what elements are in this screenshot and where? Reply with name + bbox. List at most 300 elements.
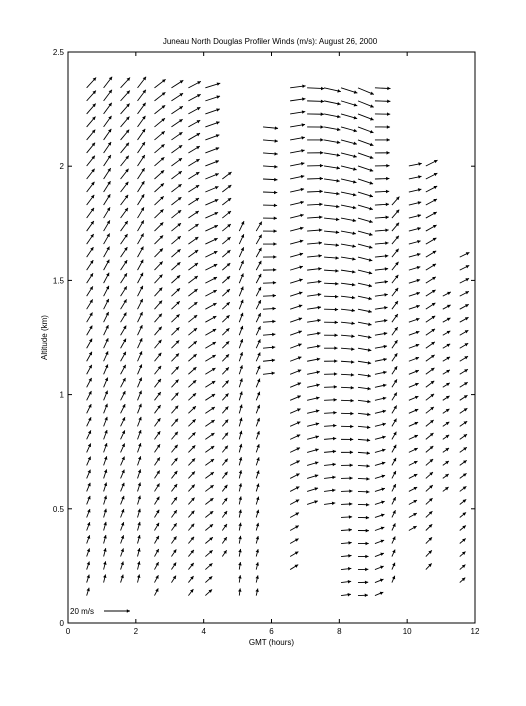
- wind-arrow: [307, 254, 322, 258]
- wind-arrow: [86, 588, 89, 596]
- wind-arrow: [121, 234, 128, 244]
- wind-arrow: [104, 482, 108, 491]
- wind-arrow: [171, 393, 178, 401]
- wind-arrow: [341, 283, 355, 286]
- wind-arrow: [307, 474, 318, 478]
- wind-arrow: [460, 565, 466, 570]
- wind-arrow: [375, 228, 389, 232]
- wind-arrow: [121, 326, 127, 336]
- wind-arrow: [375, 436, 386, 440]
- wind-arrow: [205, 342, 216, 348]
- wind-arrow: [87, 378, 92, 387]
- wind-arrow: [426, 186, 437, 192]
- wind-arrow: [121, 417, 126, 426]
- wind-arrow: [171, 314, 179, 322]
- wind-arrow: [239, 365, 243, 374]
- wind-arrow: [443, 370, 450, 374]
- wind-arrow: [409, 331, 420, 335]
- wind-arrow: [426, 563, 432, 569]
- wind-arrow: [426, 537, 432, 543]
- wind-arrow: [138, 312, 143, 322]
- wind-arrow: [375, 488, 385, 492]
- wind-arrow: [188, 563, 193, 570]
- wind-arrow: [154, 248, 162, 257]
- wind-arrow: [205, 199, 218, 205]
- wind-arrow: [256, 352, 260, 361]
- wind-arrow: [324, 101, 341, 106]
- wind-arrow: [307, 448, 319, 452]
- wind-arrow: [307, 500, 318, 504]
- wind-arrow: [358, 594, 368, 598]
- wind-arrow: [358, 166, 373, 172]
- wind-arrow: [87, 312, 93, 322]
- wind-arrow: [205, 303, 216, 309]
- wind-arrow: [154, 353, 161, 361]
- wind-arrow: [171, 158, 182, 166]
- wind-arrow: [358, 503, 369, 507]
- wind-arrow: [104, 116, 112, 127]
- wind-arrow: [358, 438, 370, 442]
- wind-arrow: [103, 574, 106, 582]
- wind-arrow: [121, 182, 129, 192]
- wind-arrow: [290, 447, 300, 452]
- wind-arrow: [222, 524, 227, 530]
- wind-arrow: [154, 196, 163, 205]
- wind-arrow: [121, 208, 128, 218]
- wind-arrow: [341, 451, 353, 455]
- wind-arrow: [121, 91, 130, 101]
- wind-arrow: [121, 457, 125, 466]
- wind-arrow: [290, 369, 301, 374]
- wind-arrow: [171, 184, 181, 192]
- wind-arrow: [341, 192, 356, 196]
- wind-arrow: [205, 420, 214, 426]
- wind-arrow: [104, 443, 108, 452]
- wind-arrow: [409, 448, 418, 452]
- wind-arrow: [426, 459, 433, 465]
- wind-arrow: [121, 312, 127, 322]
- wind-arrow: [460, 317, 469, 322]
- wind-arrow: [290, 214, 304, 218]
- wind-arrow: [324, 282, 338, 286]
- wind-arrow: [222, 446, 228, 453]
- x-tick-label: 2: [134, 627, 139, 636]
- wind-arrow: [392, 223, 399, 231]
- x-axis: [66, 52, 480, 636]
- wind-arrow: [171, 458, 177, 466]
- wind-arrow: [307, 371, 320, 375]
- wind-arrow: [409, 305, 420, 309]
- wind-arrow: [392, 406, 397, 414]
- wind-arrow: [375, 293, 388, 296]
- wind-arrow: [87, 104, 96, 114]
- wind-arrow: [188, 289, 197, 296]
- wind-arrow: [290, 317, 302, 322]
- wind-arrow: [239, 444, 242, 452]
- wind-arrow: [341, 567, 351, 570]
- wind-arrow: [290, 123, 305, 127]
- wind-arrow: [121, 562, 124, 570]
- wind-arrow: [87, 273, 93, 283]
- wind-arrow: [205, 134, 219, 140]
- wind-arrow: [375, 164, 390, 168]
- wind-arrow: [138, 233, 144, 244]
- wind-arrow: [358, 218, 373, 223]
- wind-arrow: [290, 84, 305, 87]
- axes-frame: [68, 52, 475, 623]
- wind-arrow: [238, 549, 241, 557]
- wind-arrow: [205, 511, 213, 517]
- wind-arrow: [121, 130, 130, 140]
- wind-arrow: [188, 406, 195, 413]
- wind-arrow: [324, 166, 340, 170]
- wind-arrow: [426, 199, 437, 205]
- wind-arrow: [188, 550, 193, 557]
- wind-arrow: [324, 218, 339, 222]
- wind-arrow: [290, 513, 299, 518]
- wind-arrow: [222, 172, 231, 179]
- wind-arrow: [358, 542, 369, 546]
- wind-arrow: [307, 125, 324, 129]
- wind-arrow: [358, 413, 370, 416]
- wind-arrow: [256, 457, 259, 465]
- wind-arrow: [188, 328, 197, 335]
- x-axis-label: GMT (hours): [249, 638, 295, 647]
- wind-arrow: [121, 143, 129, 153]
- wind-arrow: [307, 267, 322, 270]
- wind-arrow: [256, 444, 260, 452]
- wind-arrow: [171, 197, 181, 205]
- wind-arrow: [263, 165, 278, 169]
- wind-arrow: [104, 404, 108, 414]
- wind-arrow: [443, 318, 451, 322]
- wind-arrow: [375, 514, 385, 518]
- wind-arrow: [409, 409, 418, 413]
- wind-arrow: [138, 456, 142, 465]
- wind-arrow: [358, 283, 372, 287]
- wind-arrow: [87, 522, 91, 530]
- wind-arrow: [154, 79, 165, 88]
- wind-arrow: [154, 157, 164, 166]
- wind-arrow: [188, 172, 199, 179]
- wind-arrow: [358, 114, 374, 121]
- wind-arrow: [171, 510, 176, 517]
- wind-arrow: [138, 155, 145, 166]
- reference-vector-key: [70, 607, 130, 616]
- wind-arrow: [154, 444, 160, 452]
- wind-arrow: [460, 408, 468, 413]
- wind-arrow: [358, 529, 369, 533]
- wind-arrow: [171, 432, 177, 440]
- wind-arrow: [87, 352, 92, 362]
- wind-arrow: [375, 319, 387, 322]
- wind-arrow: [341, 127, 357, 132]
- x-tick-label: 4: [201, 627, 206, 636]
- wind-arrow: [121, 286, 127, 296]
- wind-arrow: [392, 510, 396, 517]
- wind-arrow: [426, 212, 437, 218]
- wind-arrow: [188, 498, 194, 505]
- wind-arrow: [324, 179, 340, 183]
- wind-arrow: [87, 91, 96, 101]
- wind-arrow: [154, 484, 159, 492]
- wind-arrow: [341, 476, 353, 480]
- wind-arrow: [375, 592, 383, 596]
- wind-arrow: [307, 319, 321, 322]
- wind-arrow: [324, 127, 340, 131]
- wind-arrow: [358, 335, 371, 339]
- wind-arrow: [375, 475, 385, 479]
- wind-arrow: [409, 370, 419, 374]
- wind-arrow: [205, 277, 217, 283]
- wind-arrow: [205, 121, 219, 127]
- wind-arrow: [87, 483, 91, 492]
- wind-arrow: [392, 288, 398, 296]
- wind-arrow: [222, 302, 229, 309]
- wind-arrow: [409, 188, 422, 192]
- wind-arrow: [256, 326, 260, 335]
- wind-arrow: [409, 526, 417, 530]
- wind-arrow: [460, 552, 466, 557]
- wind-arrow: [358, 464, 370, 468]
- wind-arrow: [426, 173, 438, 179]
- wind-arrow: [239, 300, 243, 309]
- wind-arrow: [205, 147, 219, 153]
- wind-arrow: [341, 541, 352, 545]
- wind-arrow: [222, 328, 229, 335]
- wind-arrow: [87, 509, 91, 517]
- wind-arrow: [121, 247, 128, 257]
- wind-arrow: [104, 103, 112, 114]
- wind-arrow: [256, 536, 259, 544]
- wind-arrow: [375, 125, 390, 129]
- wind-arrow: [263, 268, 276, 272]
- wind-arrow: [263, 294, 276, 298]
- wind-arrow: [392, 236, 399, 244]
- wind-arrow: [87, 143, 95, 153]
- wind-arrow: [256, 366, 260, 375]
- wind-arrow: [87, 562, 90, 570]
- wind-arrow: [409, 318, 420, 322]
- wind-arrow: [358, 192, 373, 197]
- wind-arrow: [290, 292, 302, 297]
- wind-arrow: [104, 247, 110, 258]
- wind-arrow: [138, 299, 143, 309]
- wind-arrow: [255, 575, 258, 582]
- wind-arrow: [324, 114, 340, 118]
- wind-arrow: [392, 419, 397, 427]
- wind-arrow: [358, 568, 368, 572]
- wind-arrow: [188, 224, 198, 231]
- wind-arrow: [222, 263, 230, 270]
- wind-arrow: [104, 496, 107, 505]
- wind-arrow: [392, 471, 396, 478]
- wind-arrow: [263, 320, 276, 324]
- wind-arrow: [188, 485, 194, 492]
- wind-arrow: [239, 221, 244, 231]
- wind-arrow: [307, 409, 319, 413]
- x-tick-label: 8: [337, 627, 342, 636]
- wind-arrow: [87, 260, 94, 270]
- wind-arrow: [358, 205, 373, 210]
- wind-arrow: [409, 383, 419, 387]
- wind-arrow: [239, 352, 243, 361]
- wind-arrow: [256, 392, 260, 401]
- wind-arrow: [154, 209, 163, 218]
- wind-arrow: [256, 287, 261, 296]
- wind-arrow: [87, 391, 92, 400]
- wind-arrow: [188, 133, 200, 140]
- x-tick-label: 6: [269, 627, 274, 636]
- wind-arrow: [205, 238, 217, 244]
- wind-arrow: [137, 561, 140, 569]
- wind-arrow: [392, 458, 396, 466]
- wind-arrow: [392, 536, 396, 543]
- wind-arrow: [171, 523, 176, 530]
- wind-arrow: [154, 392, 160, 400]
- wind-arrow: [290, 330, 302, 335]
- wind-arrow: [222, 406, 228, 413]
- wind-arrow: [426, 524, 432, 530]
- wind-arrow: [341, 244, 356, 248]
- wind-arrow: [426, 485, 433, 491]
- wind-arrow: [154, 418, 160, 426]
- wind-arrow: [171, 288, 180, 296]
- wind-arrow: [138, 496, 141, 505]
- wind-arrow: [154, 405, 160, 413]
- wind-arrow: [409, 214, 421, 218]
- wind-arrow: [443, 435, 449, 439]
- wind-arrow: [375, 280, 388, 283]
- wind-arrow: [358, 179, 373, 185]
- x-tick-label: 12: [471, 627, 480, 636]
- wind-arrow: [375, 138, 390, 142]
- wind-arrow: [104, 220, 110, 231]
- wind-arrow: [358, 387, 371, 390]
- x-tick-label: 10: [403, 627, 412, 636]
- wind-arrow: [104, 378, 108, 388]
- wind-arrow: [426, 316, 435, 322]
- wind-arrow: [358, 309, 372, 313]
- wind-arrow: [121, 522, 125, 530]
- wind-arrow: [443, 357, 450, 361]
- wind-arrow: [358, 361, 371, 364]
- wind-arrow: [188, 263, 198, 270]
- wind-arrow: [171, 576, 176, 583]
- wind-arrow: [392, 550, 395, 557]
- wind-arrow: [307, 293, 321, 296]
- wind-arrow: [460, 356, 468, 361]
- wind-arrow: [171, 340, 179, 348]
- wind-vectors: [86, 77, 469, 597]
- wind-arrow: [104, 207, 110, 218]
- wind-arrow: [137, 522, 140, 531]
- wind-arrow: [375, 203, 389, 207]
- wind-arrow: [358, 140, 373, 146]
- wind-arrow: [138, 273, 144, 283]
- wind-arrow: [256, 483, 259, 491]
- wind-arrow: [171, 366, 178, 374]
- wind-arrow: [358, 127, 374, 133]
- wind-arrow: [239, 247, 244, 257]
- wind-arrow: [426, 303, 436, 309]
- wind-arrow: [239, 339, 243, 348]
- wind-arrow: [188, 185, 199, 192]
- wind-arrow: [307, 241, 322, 245]
- wind-arrow: [307, 164, 323, 168]
- wind-arrow: [121, 535, 125, 543]
- wind-arrow: [290, 552, 298, 557]
- y-axis: [53, 48, 475, 628]
- wind-arrow: [358, 153, 373, 159]
- wind-arrow: [103, 535, 106, 543]
- wind-arrow: [358, 581, 368, 585]
- wind-arrow: [358, 231, 373, 236]
- wind-arrow: [222, 380, 228, 387]
- wind-arrow: [205, 186, 218, 192]
- wind-arrow: [238, 536, 241, 544]
- wind-arrow: [87, 548, 90, 556]
- wind-arrow: [238, 523, 241, 531]
- wind-arrow: [222, 198, 231, 205]
- wind-arrow: [341, 231, 356, 235]
- wind-arrow: [358, 477, 370, 481]
- wind-arrow: [341, 515, 352, 519]
- wind-arrow: [138, 391, 142, 401]
- wind-arrow: [392, 314, 398, 322]
- wind-arrow: [104, 286, 109, 296]
- wind-arrow: [104, 77, 113, 88]
- wind-arrow: [290, 110, 305, 114]
- wind-arrow: [443, 474, 449, 478]
- wind-arrow: [341, 373, 354, 377]
- wind-arrow: [239, 470, 242, 478]
- wind-arrow: [443, 383, 450, 387]
- wind-arrow: [154, 170, 164, 179]
- wind-arrow: [121, 470, 125, 479]
- wind-arrow: [324, 308, 338, 312]
- wind-arrow: [290, 175, 304, 179]
- wind-arrow: [460, 434, 467, 439]
- wind-arrow: [341, 179, 356, 184]
- wind-arrow: [290, 395, 301, 400]
- wind-arrow: [460, 252, 470, 257]
- wind-arrow: [358, 490, 369, 494]
- wind-arrow: [341, 360, 354, 364]
- wind-arrow: [290, 500, 299, 505]
- wind-arrow: [171, 301, 179, 309]
- wind-arrow: [263, 307, 276, 311]
- wind-arrow: [104, 273, 110, 283]
- wind-arrow: [460, 265, 470, 270]
- wind-arrow: [307, 190, 323, 194]
- wind-arrow: [426, 498, 433, 504]
- wind-arrow: [87, 443, 91, 452]
- wind-arrow: [263, 359, 275, 363]
- x-tick-label: 0: [66, 627, 71, 636]
- wind-arrow: [171, 419, 178, 427]
- wind-arrow: [256, 497, 259, 505]
- wind-arrow: [358, 400, 371, 403]
- wind-arrow: [205, 290, 216, 296]
- wind-arrow: [324, 295, 338, 299]
- wind-arrow: [392, 379, 397, 387]
- wind-arrow: [87, 182, 95, 192]
- wind-arrow: [154, 588, 158, 595]
- wind-arrow: [222, 315, 229, 322]
- wind-arrow: [171, 445, 177, 453]
- wind-arrow: [87, 496, 91, 505]
